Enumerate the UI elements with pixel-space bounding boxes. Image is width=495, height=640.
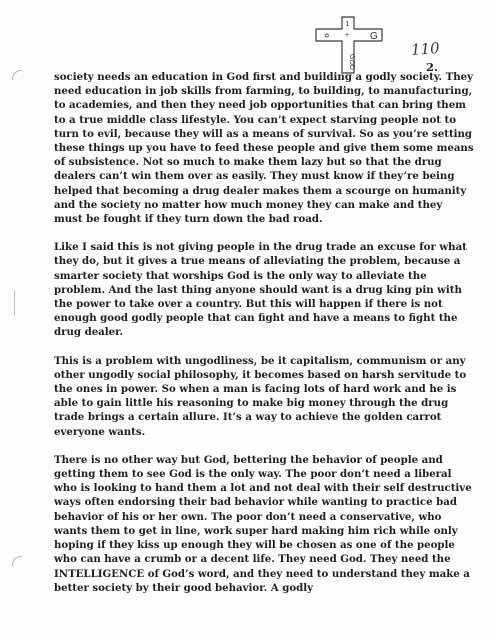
paragraph: There is no other way but God, bettering the behavior of people and getting them to see God is the only way. The poor don’t need a liberal who is looking to hand them a lot and not deal with their self destructive ways often endorsing their bad behavior while wanting to practice bad behavior of his or her own. The poor don’t need a conservative, who wants them to get in line, work super hard making him rich while only hoping if they kiss up enough they will be chosen as one of the people who can have a crumb or a decent life. They need God. They need the INTELLIGENCE of God’s word, and they need to understand they make a better society by their good behavior. A godly: [54, 453, 472, 594]
cross-stamp-icon: [312, 15, 394, 75]
stamp-top-text: 1: [345, 21, 350, 28]
punch-hole-mark-top: [12, 70, 22, 80]
paragraph: society needs an education in God first and building a godly society. They need education in job skills from farming, to building, to manufacturing, to academies, and then they need job opportunities that can bring them to a true middle class lifestyle. You can’t expect starving people not to turn to evil, because they will as a means of survival. So as you’re setting these things up you have to feed these people and give them some means of subsistence. Not so much to make them lazy but so that the drug dealers can’t win them over as easily. They must know if they’re being helped that becoming a drug dealer makes them a scourge on humanity and the society no matter how much money they can make and they must be fought if they turn down the bad road.: [54, 71, 474, 226]
stamp-right-text: G: [370, 31, 378, 42]
stamp-lower-text: GOD: [348, 54, 355, 70]
handwritten-page-number: 110: [410, 39, 441, 59]
document-body: [54, 70, 474, 609]
stamp-middle-text: +: [345, 32, 350, 39]
stamp-left-text: ✡: [324, 33, 330, 40]
page-number: 2.: [426, 60, 439, 74]
punch-hole-mark-bottom: [12, 556, 22, 566]
paragraph: This is a problem with ungodliness, be it capitalism, communism or any other ungodly social philosophy, it becomes based on harsh servitude to the ones in power. So when a man is facing lots of hard work and he is able to gain little his reasoning to make big money through the drug trade brings a certain allure. It’s a way to achieve the golden carrot everyone wants.: [54, 354, 467, 438]
paragraph: Like I said this is not giving people in the drug trade an excuse for what they do, but it gives a true means of alleviating the problem, because a smarter society that worships God is the only way to alleviate the problem. And the last thing anyone should want is a drug king pin with the power to take over a country. But this will happen if there is not enough good godly people that can fight and have a means to fight the drug dealer.: [54, 241, 467, 339]
margin-mark-middle: [14, 290, 15, 316]
